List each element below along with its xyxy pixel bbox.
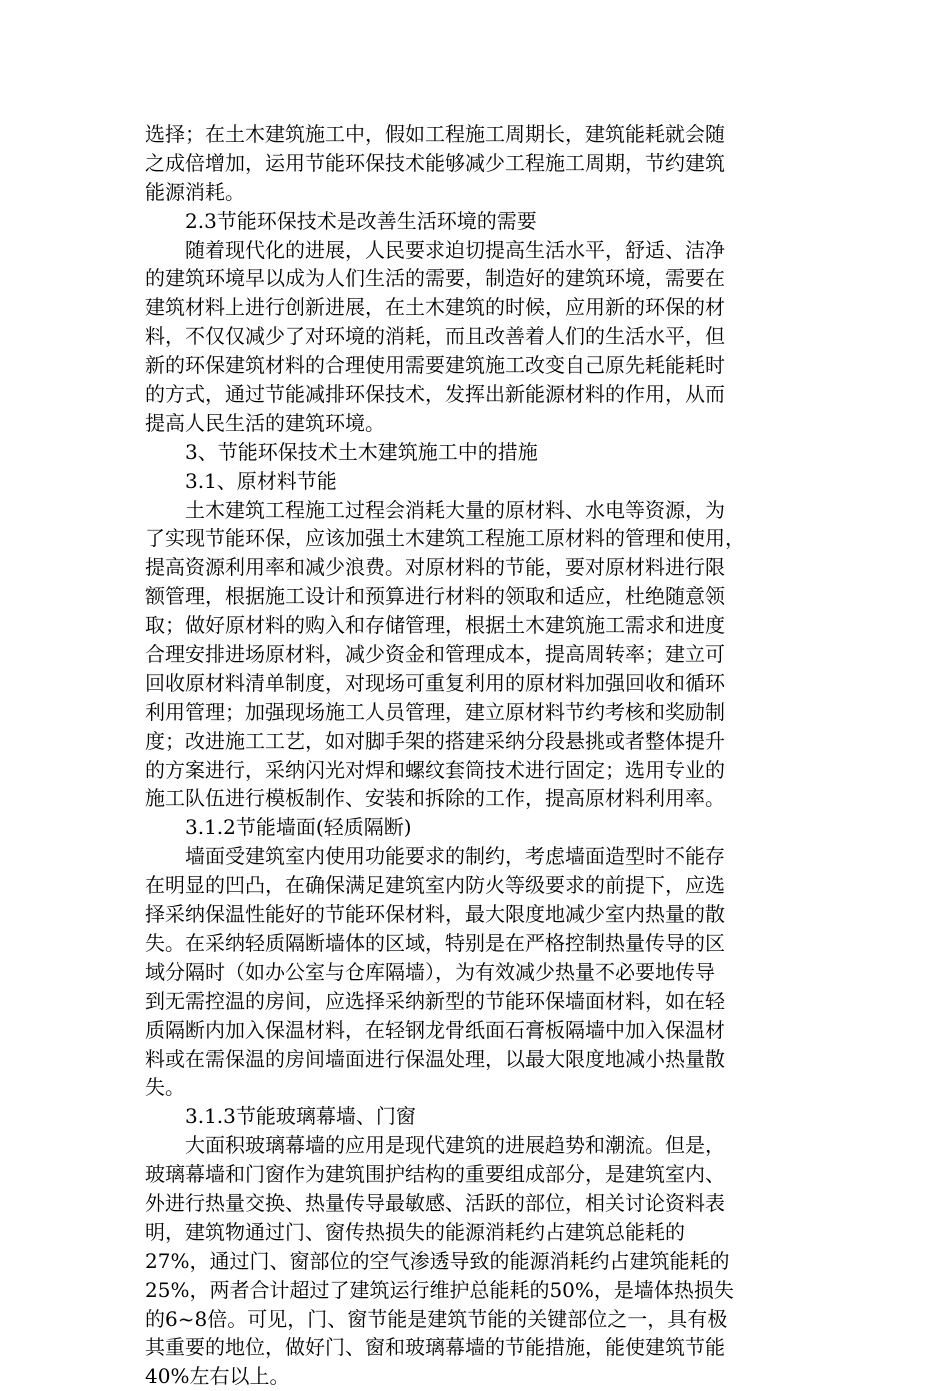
text-line: 失。在采纳轻质隔断墙体的区域，特别是在严格控制热量传导的区	[145, 930, 725, 955]
text-line: 之成倍增加，运用节能环保技术能够减少工程施工周期，节约建筑	[145, 150, 725, 175]
text-line: 度；改进施工工艺，如对脚手架的搭建采纳分段悬挑或者整体提升	[145, 728, 725, 753]
text-line: 土木建筑工程施工过程会消耗大量的原材料、水电等资源，为	[145, 497, 725, 522]
text-line: 27%，通过门、窗部位的空气渗透导致的能源消耗约占建筑能耗的	[145, 1248, 730, 1273]
text-line: 2.3节能环保技术是改善生活环境的需要	[145, 208, 537, 233]
text-line: 明，建筑物通过门、窗传热损失的能源消耗约占建筑总能耗的	[145, 1219, 685, 1244]
text-line: 新的环保建筑材料的合理使用需要建筑施工改变自己原先耗能耗时	[145, 353, 725, 378]
text-line: 回收原材料清单制度，对现场可重复利用的原材料加强回收和循环	[145, 670, 725, 695]
document-body	[145, 120, 805, 1391]
text-line: 3.1、原材料节能	[145, 468, 337, 493]
text-line: 3.1.3节能玻璃幕墙、门窗	[145, 1104, 416, 1129]
text-line: 料或在需保温的房间墙面进行保温处理，以最大限度地减小热量散	[145, 1046, 725, 1071]
text-line: 择采纳保温性能好的节能环保材料，最大限度地减少室内热量的散	[145, 902, 725, 927]
text-line: 提高人民生活的建筑环境。	[145, 410, 385, 435]
text-line: 能源消耗。	[145, 179, 245, 204]
text-line: 选择；在土木建筑施工中，假如工程施工周期长，建筑能耗就会随	[145, 122, 725, 146]
text-line: 40%左右以上。	[145, 1364, 290, 1389]
text-line: 到无需控温的房间，应选择采纳新型的节能环保墙面材料，如在轻	[145, 988, 725, 1013]
text-line: 随着现代化的进展，人民要求迫切提高生活水平，舒适、洁净	[145, 237, 725, 262]
text-line: 的6~8倍。可见，门、窗节能是建筑节能的关键部位之一，具有极	[145, 1306, 728, 1331]
text-line: 大面积玻璃幕墙的应用是现代建筑的进展趋势和潮流。但是，	[145, 1133, 725, 1158]
text-line: 合理安排进场原材料，减少资金和管理成本，提高周转率；建立可	[145, 642, 725, 667]
text-line: 25%，两者合计超过了建筑运行维护总能耗的50%，是墙体热损失	[145, 1277, 734, 1302]
text-line: 取；做好原材料的购入和存储管理，根据土木建筑施工需求和进度	[145, 613, 725, 638]
text-line: 施工队伍进行模板制作、安装和拆除的工作，提高原材料利用率。	[145, 786, 725, 811]
text-line: 了实现节能环保，应该加强土木建筑工程施工原材料的管理和使用，	[145, 526, 745, 551]
text-line: 3.1.2节能墙面(轻质隔断)	[145, 815, 412, 840]
text-line: 利用管理；加强现场施工人员管理，建立原材料节约考核和奖励制	[145, 699, 725, 724]
text-line: 建筑材料上进行创新进展，在土木建筑的时候，应用新的环保的材	[145, 295, 725, 320]
text-line: 其重要的地位，做好门、窗和玻璃幕墙的节能措施，能使建筑节能	[145, 1335, 725, 1360]
text-line: 外进行热量交换、热量传导最敏感、活跃的部位，相关讨论资料表	[145, 1190, 725, 1215]
text-line: 3、节能环保技术土木建筑施工中的措施	[145, 439, 538, 464]
text-line: 域分隔时（如办公室与仓库隔墙），为有效减少热量不必要地传导	[145, 959, 715, 984]
text-line: 的方式，通过节能减排环保技术，发挥出新能源材料的作用，从而	[145, 382, 725, 407]
text-line: 料，不仅仅减少了对环境的消耗，而且改善着人们的生活水平，但	[145, 324, 725, 349]
text-line: 提高资源利用率和减少浪费。对原材料的节能，要对原材料进行限	[145, 555, 725, 580]
text-line: 失。	[145, 1075, 185, 1100]
text-line: 额管理，根据施工设计和预算进行材料的领取和适应，杜绝随意领	[145, 584, 725, 609]
text-line: 的建筑环境早以成为人们生活的需要，制造好的建筑环境，需要在	[145, 266, 725, 291]
text-line: 墙面受建筑室内使用功能要求的制约，考虑墙面造型时不能存	[145, 844, 725, 869]
text-line: 玻璃幕墙和门窗作为建筑围护结构的重要组成部分，是建筑室内、	[145, 1162, 725, 1187]
text-line: 的方案进行，采纳闪光对焊和螺纹套筒技术进行固定；选用专业的	[145, 757, 725, 782]
text-line: 在明显的凹凸，在确保满足建筑室内防火等级要求的前提下，应选	[145, 873, 725, 898]
text-line: 质隔断内加入保温材料，在轻钢龙骨纸面石膏板隔墙中加入保温材	[145, 1017, 725, 1042]
